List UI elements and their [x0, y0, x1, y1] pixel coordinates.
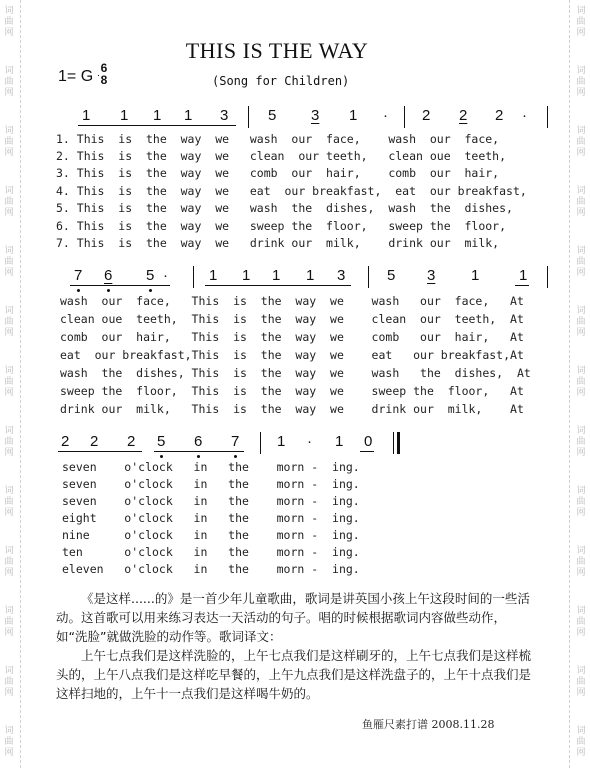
- beam-line: [70, 285, 170, 286]
- time-signature-denominator: 8: [100, 73, 108, 87]
- time-signature: [98, 62, 110, 86]
- lyric-line: 2. This is the way we clean our teeth, clean oue teeth,: [56, 149, 507, 163]
- dot: ·: [522, 107, 527, 124]
- song-description: [56, 589, 534, 703]
- beam-line: [154, 451, 244, 452]
- rest: 0: [364, 433, 373, 450]
- watermark-mark: 词 曲 网: [4, 6, 14, 38]
- lyric-line: eat our breakfast,This is the way we eat our breakfast,At: [60, 348, 524, 362]
- lyric-line: seven o'clock in the morn - ing.: [62, 494, 360, 508]
- bar-line: [368, 266, 369, 288]
- watermark-mark: 词 曲 网: [4, 666, 14, 698]
- watermark-mark: 词 曲 网: [4, 426, 14, 458]
- lyric-line: 4. This is the way we eat our breakfast, eat our breakfast,: [56, 184, 527, 198]
- note: 1: [306, 267, 315, 284]
- lyric-line: wash our face, This is the way we wash our face, At: [60, 294, 524, 308]
- watermark-mark: 词 曲 网: [4, 606, 14, 638]
- lyric-line: drink our milk, This is the way we drink our milk, At: [60, 402, 524, 416]
- note: 6: [194, 433, 203, 450]
- note: 3: [427, 267, 436, 284]
- bar-line: [248, 106, 249, 128]
- song-title: THIS IS THE WAY: [185, 38, 369, 63]
- lyric-line: seven o'clock in the morn - ing.: [62, 477, 360, 491]
- note: 5: [157, 433, 166, 450]
- watermark-mark: 词 曲 网: [576, 366, 586, 398]
- beam-line: [78, 125, 236, 126]
- watermark-mark: 词 曲 网: [576, 6, 586, 38]
- note: 6: [104, 267, 113, 284]
- lyric-line: clean oue teeth, This is the way we clean our teeth, At: [60, 312, 524, 326]
- watermark-mark: 词 曲 网: [576, 246, 586, 278]
- watermark-mark: 词 曲 网: [576, 66, 586, 98]
- note: 2: [127, 433, 136, 450]
- note: 1: [349, 107, 358, 124]
- description-paragraph-2: 上午七点我们是这样洗脸的，上午七点我们是这样刷牙的，上午七点我们是这样梳头的，上午八点我们是这样吃早餐的，上午九点我们是这样洗盘子的，上午十点我们是这样扫地的，上午十一点我们是这样喝牛奶的。: [56, 648, 532, 701]
- note: 1: [184, 107, 193, 124]
- note: 1: [209, 267, 218, 284]
- lyric-line: comb our hair, This is the way we comb our hair, At: [60, 330, 524, 344]
- note: 1: [82, 107, 91, 124]
- note: 5: [146, 267, 155, 284]
- lyric-line: 1. This is the way we wash our face, wash our face,: [56, 132, 500, 146]
- left-watermark-strip: [0, 0, 21, 768]
- time-signature-numerator: 6: [100, 61, 108, 75]
- dot: ·: [307, 433, 312, 450]
- lyric-line: ten o'clock in the morn - ing.: [62, 545, 360, 559]
- watermark-mark: 词 曲 网: [576, 546, 586, 578]
- right-watermark-strip: [569, 0, 590, 768]
- watermark-mark: 词 曲 网: [4, 546, 14, 578]
- watermark-mark: 词 曲 网: [576, 666, 586, 698]
- watermark-mark: 词 曲 网: [576, 606, 586, 638]
- lyric-line: eleven o'clock in the morn - ing.: [62, 562, 360, 576]
- key-signature: 1= G: [58, 68, 94, 85]
- note: 1: [272, 267, 281, 284]
- note: 1: [335, 433, 344, 450]
- lyric-line: 6. This is the way we sweep the floor, sweep the floor,: [56, 219, 507, 233]
- note: 1: [153, 107, 162, 124]
- note: 5: [268, 107, 277, 124]
- dot: ·: [383, 107, 388, 124]
- lyric-line: 5. This is the way we wash the dishes, wash the dishes,: [56, 201, 513, 215]
- watermark-mark: 词 曲 网: [4, 126, 14, 158]
- note: 2: [422, 107, 431, 124]
- description-paragraph-1: 《是这样......的》是一首少年儿童歌曲，歌词是讲英国小孩上午这段时间的一些活动。这首歌可以用来练习表达一天活动的句子。唱的时候根据歌词内容做些动作，如“洗脸”就做洗脸的动作等。歌词译文：: [56, 591, 530, 644]
- lyric-line: eight o'clock in the morn - ing.: [62, 511, 360, 525]
- final-bar-line-thin: [393, 432, 394, 454]
- note: 2: [61, 433, 70, 450]
- watermark-mark: 词 曲 网: [576, 486, 586, 518]
- watermark-mark: 词 曲 网: [4, 186, 14, 218]
- watermark-mark: 词 曲 网: [576, 126, 586, 158]
- lyric-line: sweep the floor, This is the way we sweep the floor, At: [60, 384, 524, 398]
- note: 1: [242, 267, 251, 284]
- watermark-mark: 词 曲 网: [576, 426, 586, 458]
- bar-line: [193, 266, 194, 288]
- beam-line: [58, 451, 142, 452]
- note: 1: [471, 267, 480, 284]
- transcriber-credit: 鱼雁尺素打谱 2008.11.28: [362, 718, 495, 731]
- note: 3: [220, 107, 229, 124]
- beam-line: [515, 285, 529, 286]
- lyric-line: wash the dishes, This is the way we wash the dishes, At: [60, 366, 531, 380]
- note: 1: [519, 267, 528, 284]
- watermark-mark: 词 曲 网: [4, 246, 14, 278]
- note: 2: [459, 107, 468, 124]
- beam-line: [205, 285, 351, 286]
- note: 2: [495, 107, 504, 124]
- dot: ·: [163, 267, 168, 284]
- note: 3: [337, 267, 346, 284]
- note: 7: [231, 433, 240, 450]
- lyric-line: 7. This is the way we drink our milk, drink our milk,: [56, 236, 500, 250]
- lyric-line: 3. This is the way we comb our hair, comb our hair,: [56, 166, 500, 180]
- note: 3: [311, 107, 320, 124]
- watermark-mark: 词 曲 网: [576, 186, 586, 218]
- note: 7: [74, 267, 83, 284]
- watermark-mark: 词 曲 网: [4, 66, 14, 98]
- watermark-mark: 词 曲 网: [4, 306, 14, 338]
- watermark-mark: 词 曲 网: [4, 366, 14, 398]
- bar-line: [260, 432, 261, 454]
- bar-line: [547, 266, 548, 288]
- time-signature-line: [98, 75, 99, 76]
- bar-line: [547, 106, 548, 128]
- watermark-mark: 词 曲 网: [576, 306, 586, 338]
- note: 5: [387, 267, 396, 284]
- watermark-mark: 词 曲 网: [576, 726, 586, 758]
- lyric-line: seven o'clock in the morn - ing.: [62, 460, 360, 474]
- note: 2: [90, 433, 99, 450]
- note: 1: [277, 433, 286, 450]
- song-subtitle: (Song for Children): [212, 74, 350, 88]
- note: 1: [120, 107, 129, 124]
- bar-line: [404, 106, 405, 128]
- lyric-line: nine o'clock in the morn - ing.: [62, 528, 360, 542]
- watermark-mark: 词 曲 网: [4, 726, 14, 758]
- watermark-mark: 词 曲 网: [4, 486, 14, 518]
- final-bar-line-thick: [397, 432, 400, 454]
- beam-line: [360, 451, 374, 452]
